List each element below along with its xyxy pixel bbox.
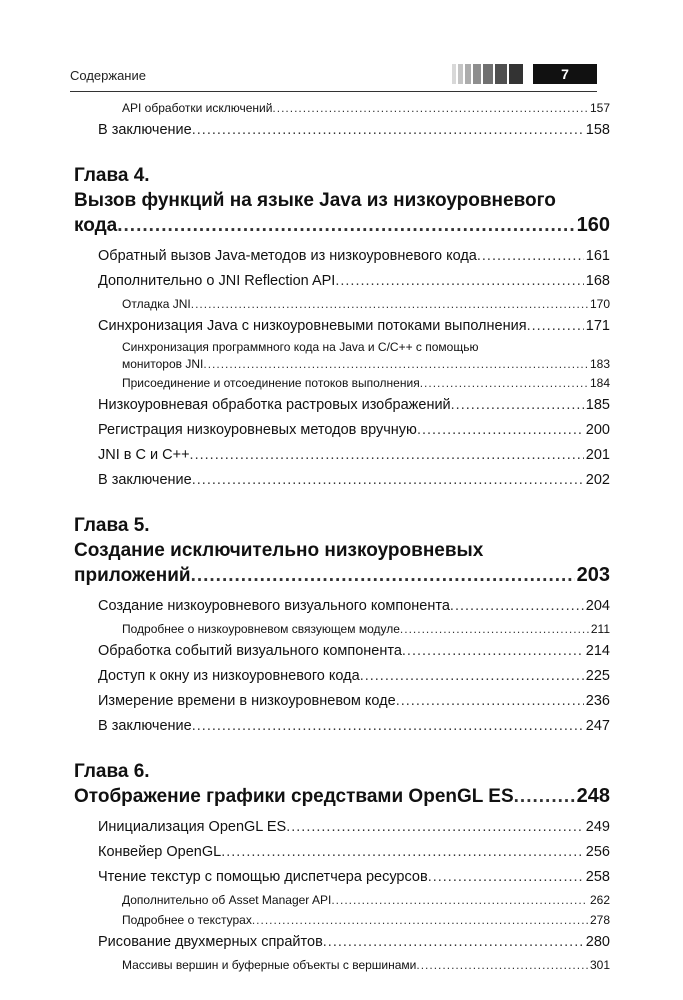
toc-entry[interactable]: В заключение ..... 158	[98, 118, 610, 143]
toc-entry[interactable]: Конвейер OpenGL ..... 256	[98, 840, 610, 865]
toc-subentry[interactable]: Подробнее о низкоуровневом связующем модуле ..... 211	[122, 619, 610, 639]
chapter-title-last-line: Отображение графики средствами OpenGL ES ..... 248	[74, 784, 610, 809]
toc-subentry[interactable]: Отладка JNI ..... 170	[122, 294, 610, 314]
chapter-label: Глава 5.	[74, 515, 150, 536]
toc-entry[interactable]: Создание низкоуровневого визуального компонента ..... 204	[98, 594, 610, 619]
toc-entry[interactable]: В заключение ..... 202	[98, 468, 610, 493]
toc-entry[interactable]: Регистрация низкоуровневых методов вручную ..... 200	[98, 418, 610, 443]
chapter-title-last-line: приложений ..... 203	[74, 563, 610, 588]
toc-entry[interactable]: Инициализация OpenGL ES ..... 249	[98, 815, 610, 840]
header-rule	[70, 91, 597, 92]
toc-entry[interactable]: Низкоуровневая обработка растровых изображений ..... 185	[98, 393, 610, 418]
toc-entry[interactable]: Синхронизация Java с низкоуровневыми потоками выполнения ..... 171	[98, 314, 610, 339]
chapter-title-last-line: кода ..... 160	[74, 213, 610, 238]
toc-subentry[interactable]: Массивы вершин и буферные объекты с вершинами ..... 301	[122, 955, 610, 975]
chapter-page: 203	[576, 564, 610, 586]
toc-entry[interactable]: API обработки исключений ..... 157	[122, 98, 610, 118]
chapter-label: Глава 6.	[74, 761, 150, 782]
page-number: 7	[533, 64, 597, 84]
chapter-heading[interactable]	[74, 759, 610, 809]
table-of-contents	[74, 98, 610, 975]
toc-entry[interactable]: В заключение ..... 247	[98, 714, 610, 739]
toc-entry[interactable]: JNI в C и C++ ..... 201	[98, 443, 610, 468]
toc-entry[interactable]: Дополнительно о JNI Reflection API ..... 168	[98, 269, 610, 294]
toc-subentry[interactable]: Синхронизация программного кода на Java и C/C++ с помощью мониторов JNI ..... 183	[122, 339, 610, 373]
toc-entry[interactable]: Измерение времени в низкоуровневом коде ..... 236	[98, 689, 610, 714]
chapter-page: 160	[576, 214, 610, 236]
chapter-title-line: Создание исключительно низкоуровневых	[74, 540, 484, 561]
chapter-title-line: Вызов функций на языке Java из низкоуровневого	[74, 190, 556, 211]
chapter-heading[interactable]	[74, 513, 610, 588]
toc-entry[interactable]: Чтение текстур с помощью диспетчера ресурсов ..... 258	[98, 865, 610, 890]
toc-entry[interactable]: Обработка событий визуального компонента ..... 214	[98, 639, 610, 664]
toc-entry[interactable]: Обратный вызов Java-методов из низкоуровневого кода ..... 161	[98, 244, 610, 269]
header-decoration-bars	[452, 64, 525, 84]
page-header	[70, 64, 597, 88]
running-head: Содержание	[70, 68, 146, 83]
toc-entry[interactable]: Доступ к окну из низкоуровневого кода ..... 225	[98, 664, 610, 689]
chapter-page: 248	[576, 785, 610, 807]
chapter-label: Глава 4.	[74, 165, 150, 186]
toc-subentry[interactable]: Подробнее о текстурах ..... 278	[122, 910, 610, 930]
toc-subentry[interactable]: Дополнительно об Asset Manager API ..... 262	[122, 890, 610, 910]
chapter-heading[interactable]	[74, 163, 610, 238]
toc-subentry[interactable]: Присоединение и отсоединение потоков выполнения ..... 184	[122, 373, 610, 393]
toc-entry[interactable]: Рисование двухмерных спрайтов ..... 280	[98, 930, 610, 955]
